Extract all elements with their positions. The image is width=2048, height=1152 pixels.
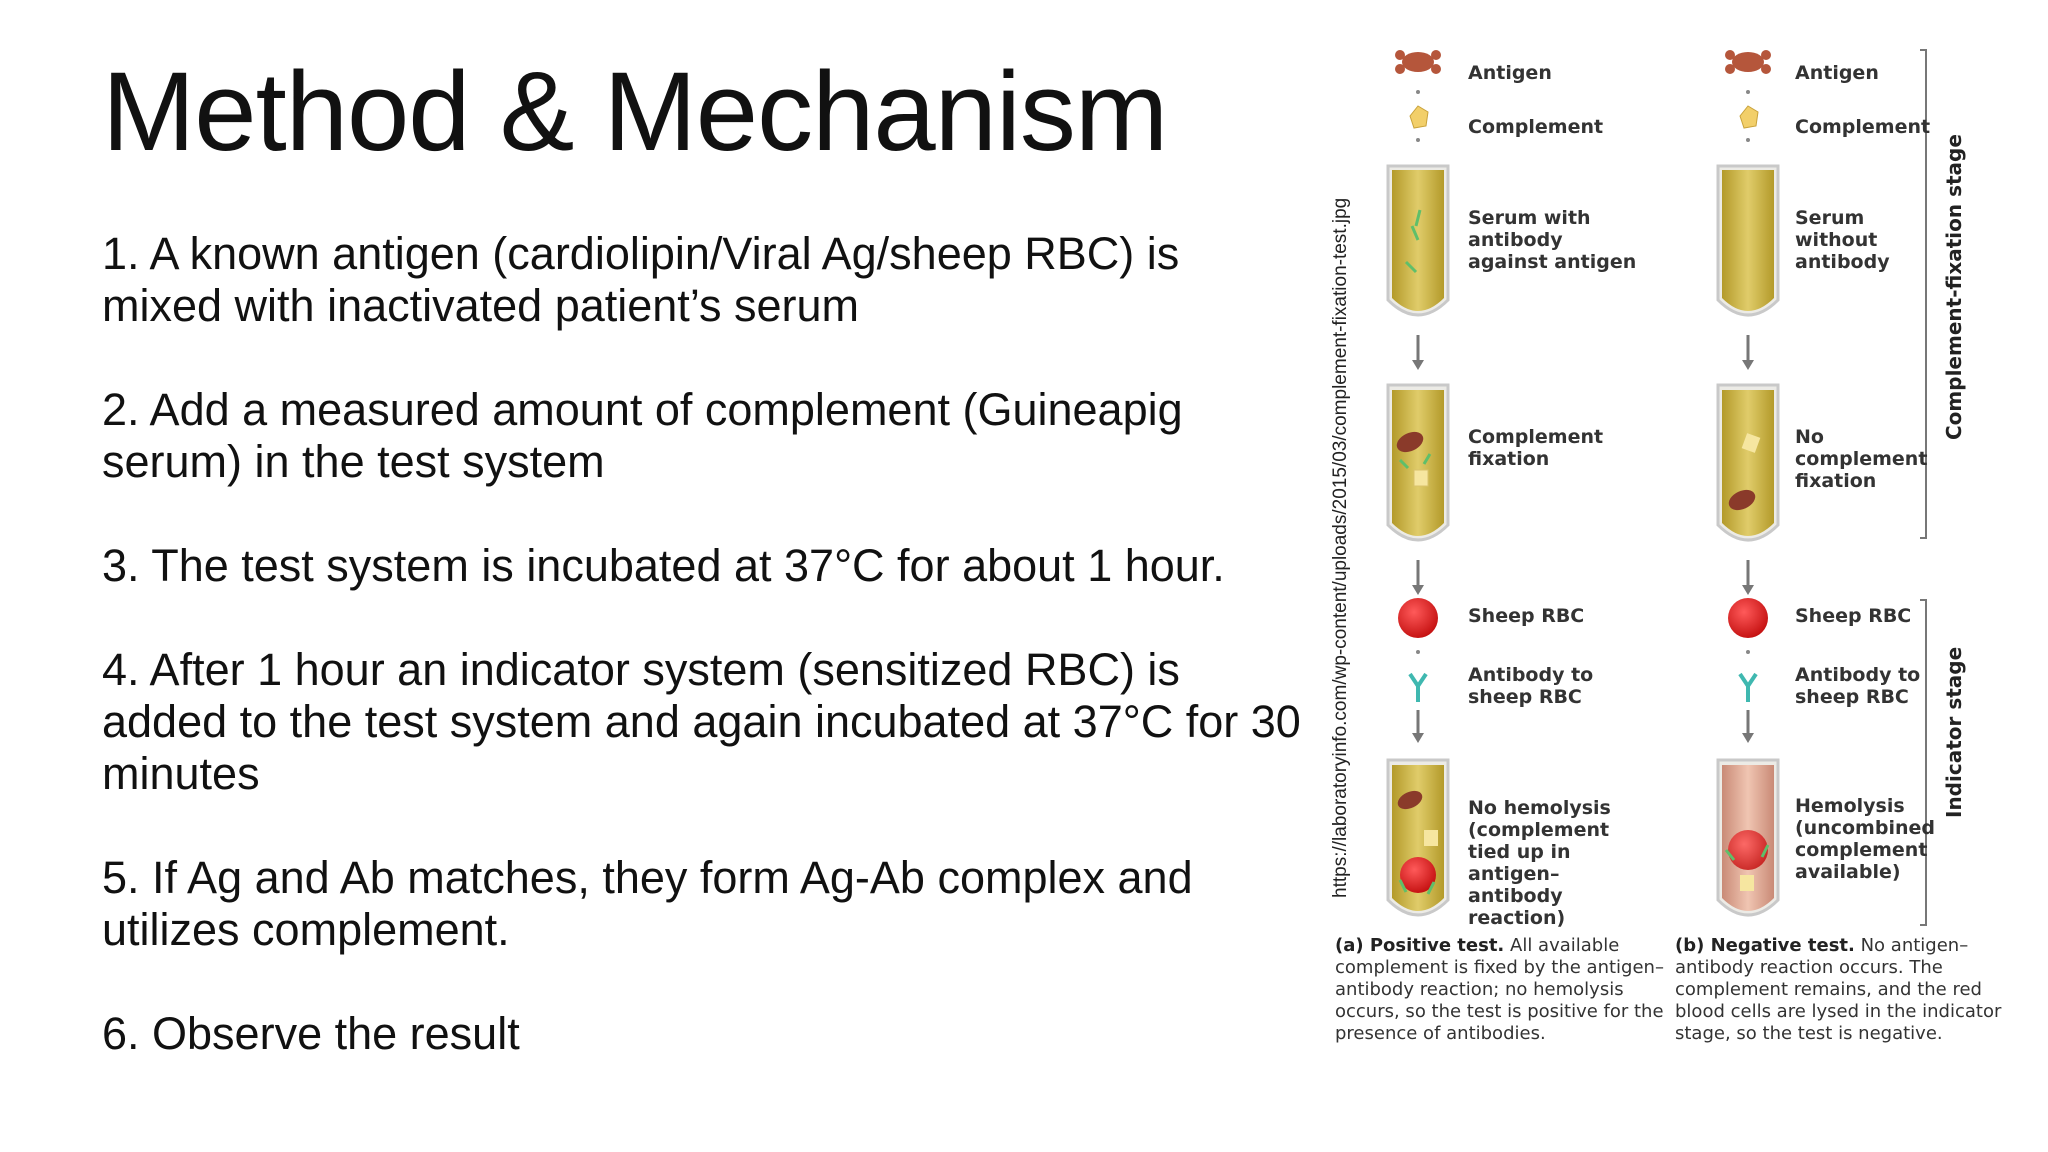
step-4: 4. After 1 hour an indicator system (sensitized RBC) is added to the test system and again incubated at 37°C for 30 minutes <box>102 644 1301 799</box>
complement-icon-b <box>1740 106 1758 128</box>
complement-icon-a <box>1410 106 1428 128</box>
test-tube-a1 <box>1388 166 1448 315</box>
stage-label-indicator: Indicator stage <box>1942 646 1966 818</box>
antibody-icon-a <box>1410 674 1426 702</box>
caption-negative-text: No antigen–antibody reaction occurs. The complement remains, and the red blood cells are lysed in the indicator stage, so the test is negative. <box>1675 935 2002 1044</box>
label-antibody-rbc-a: Antibody to sheep RBC <box>1468 664 1594 708</box>
label-complement-b: Complement <box>1795 116 1931 138</box>
step-5: 5. If Ag and Ab matches, they form Ag-Ab complex and utilizes complement. <box>102 852 1193 955</box>
label-fixation-a: Complement fixation <box>1468 426 1604 470</box>
caption-negative <box>1675 935 2005 1045</box>
test-tube-b3 <box>1718 760 1778 915</box>
sheep-rbc-icon-a <box>1398 598 1438 638</box>
caption-positive-title: (a) Positive test. <box>1335 935 1505 956</box>
sheep-rbc-icon-b <box>1728 598 1768 638</box>
antibody-icon-b <box>1740 674 1756 702</box>
label-serum-b: Serum without antibody <box>1795 207 1890 273</box>
test-tube-b1 <box>1718 166 1778 315</box>
test-tube-a2 <box>1388 385 1448 540</box>
label-antigen-a: Antigen <box>1468 62 1552 84</box>
figure-source-url: https://laboratoryinfo.com/wp-content/uploads/2015/03/complement-fixation-test.jpg <box>1330 197 1351 898</box>
label-result-a: No hemolysis (complement tied up in antigen–antibody reaction) <box>1468 797 1611 929</box>
label-sheep-rbc-a: Sheep RBC <box>1468 605 1585 627</box>
label-complement-a: Complement <box>1468 116 1604 138</box>
caption-negative-title: (b) Negative test. <box>1675 935 1855 956</box>
label-antigen-b: Antigen <box>1795 62 1879 84</box>
step-2: 2. Add a measured amount of complement (Guineapig serum) in the test system <box>102 384 1183 487</box>
stage-label-complement-fixation: Complement-fixation stage <box>1942 134 1966 440</box>
label-fixation-b: No complement fixation <box>1795 426 1928 492</box>
label-sheep-rbc-b: Sheep RBC <box>1795 605 1912 627</box>
steps-list <box>102 228 1302 1112</box>
test-tube-b2 <box>1718 385 1778 540</box>
caption-positive <box>1335 935 1665 1045</box>
step-6: 6. Observe the result <box>102 1008 520 1059</box>
step-3: 3. The test system is incubated at 37°C for about 1 hour. <box>102 540 1225 591</box>
step-1: 1. A known antigen (cardiolipin/Viral Ag/sheep RBC) is mixed with inactivated patient’s serum <box>102 228 1180 331</box>
label-serum-a: Serum with antibody against antigen <box>1468 207 1637 273</box>
test-tube-a3 <box>1388 760 1448 915</box>
antigen-icon-a <box>1395 50 1441 74</box>
label-result-b: Hemolysis (uncombined complement available) <box>1795 795 1935 883</box>
slide-title: Method & Mechanism <box>102 49 1168 174</box>
antigen-icon-b <box>1725 50 1771 74</box>
caption-positive-text: All available complement is fixed by the antigen–antibody reaction; no hemolysis occurs, so the test is positive for the presence of antibodies. <box>1335 935 1664 1044</box>
label-antibody-rbc-b: Antibody to sheep RBC <box>1795 664 1921 708</box>
